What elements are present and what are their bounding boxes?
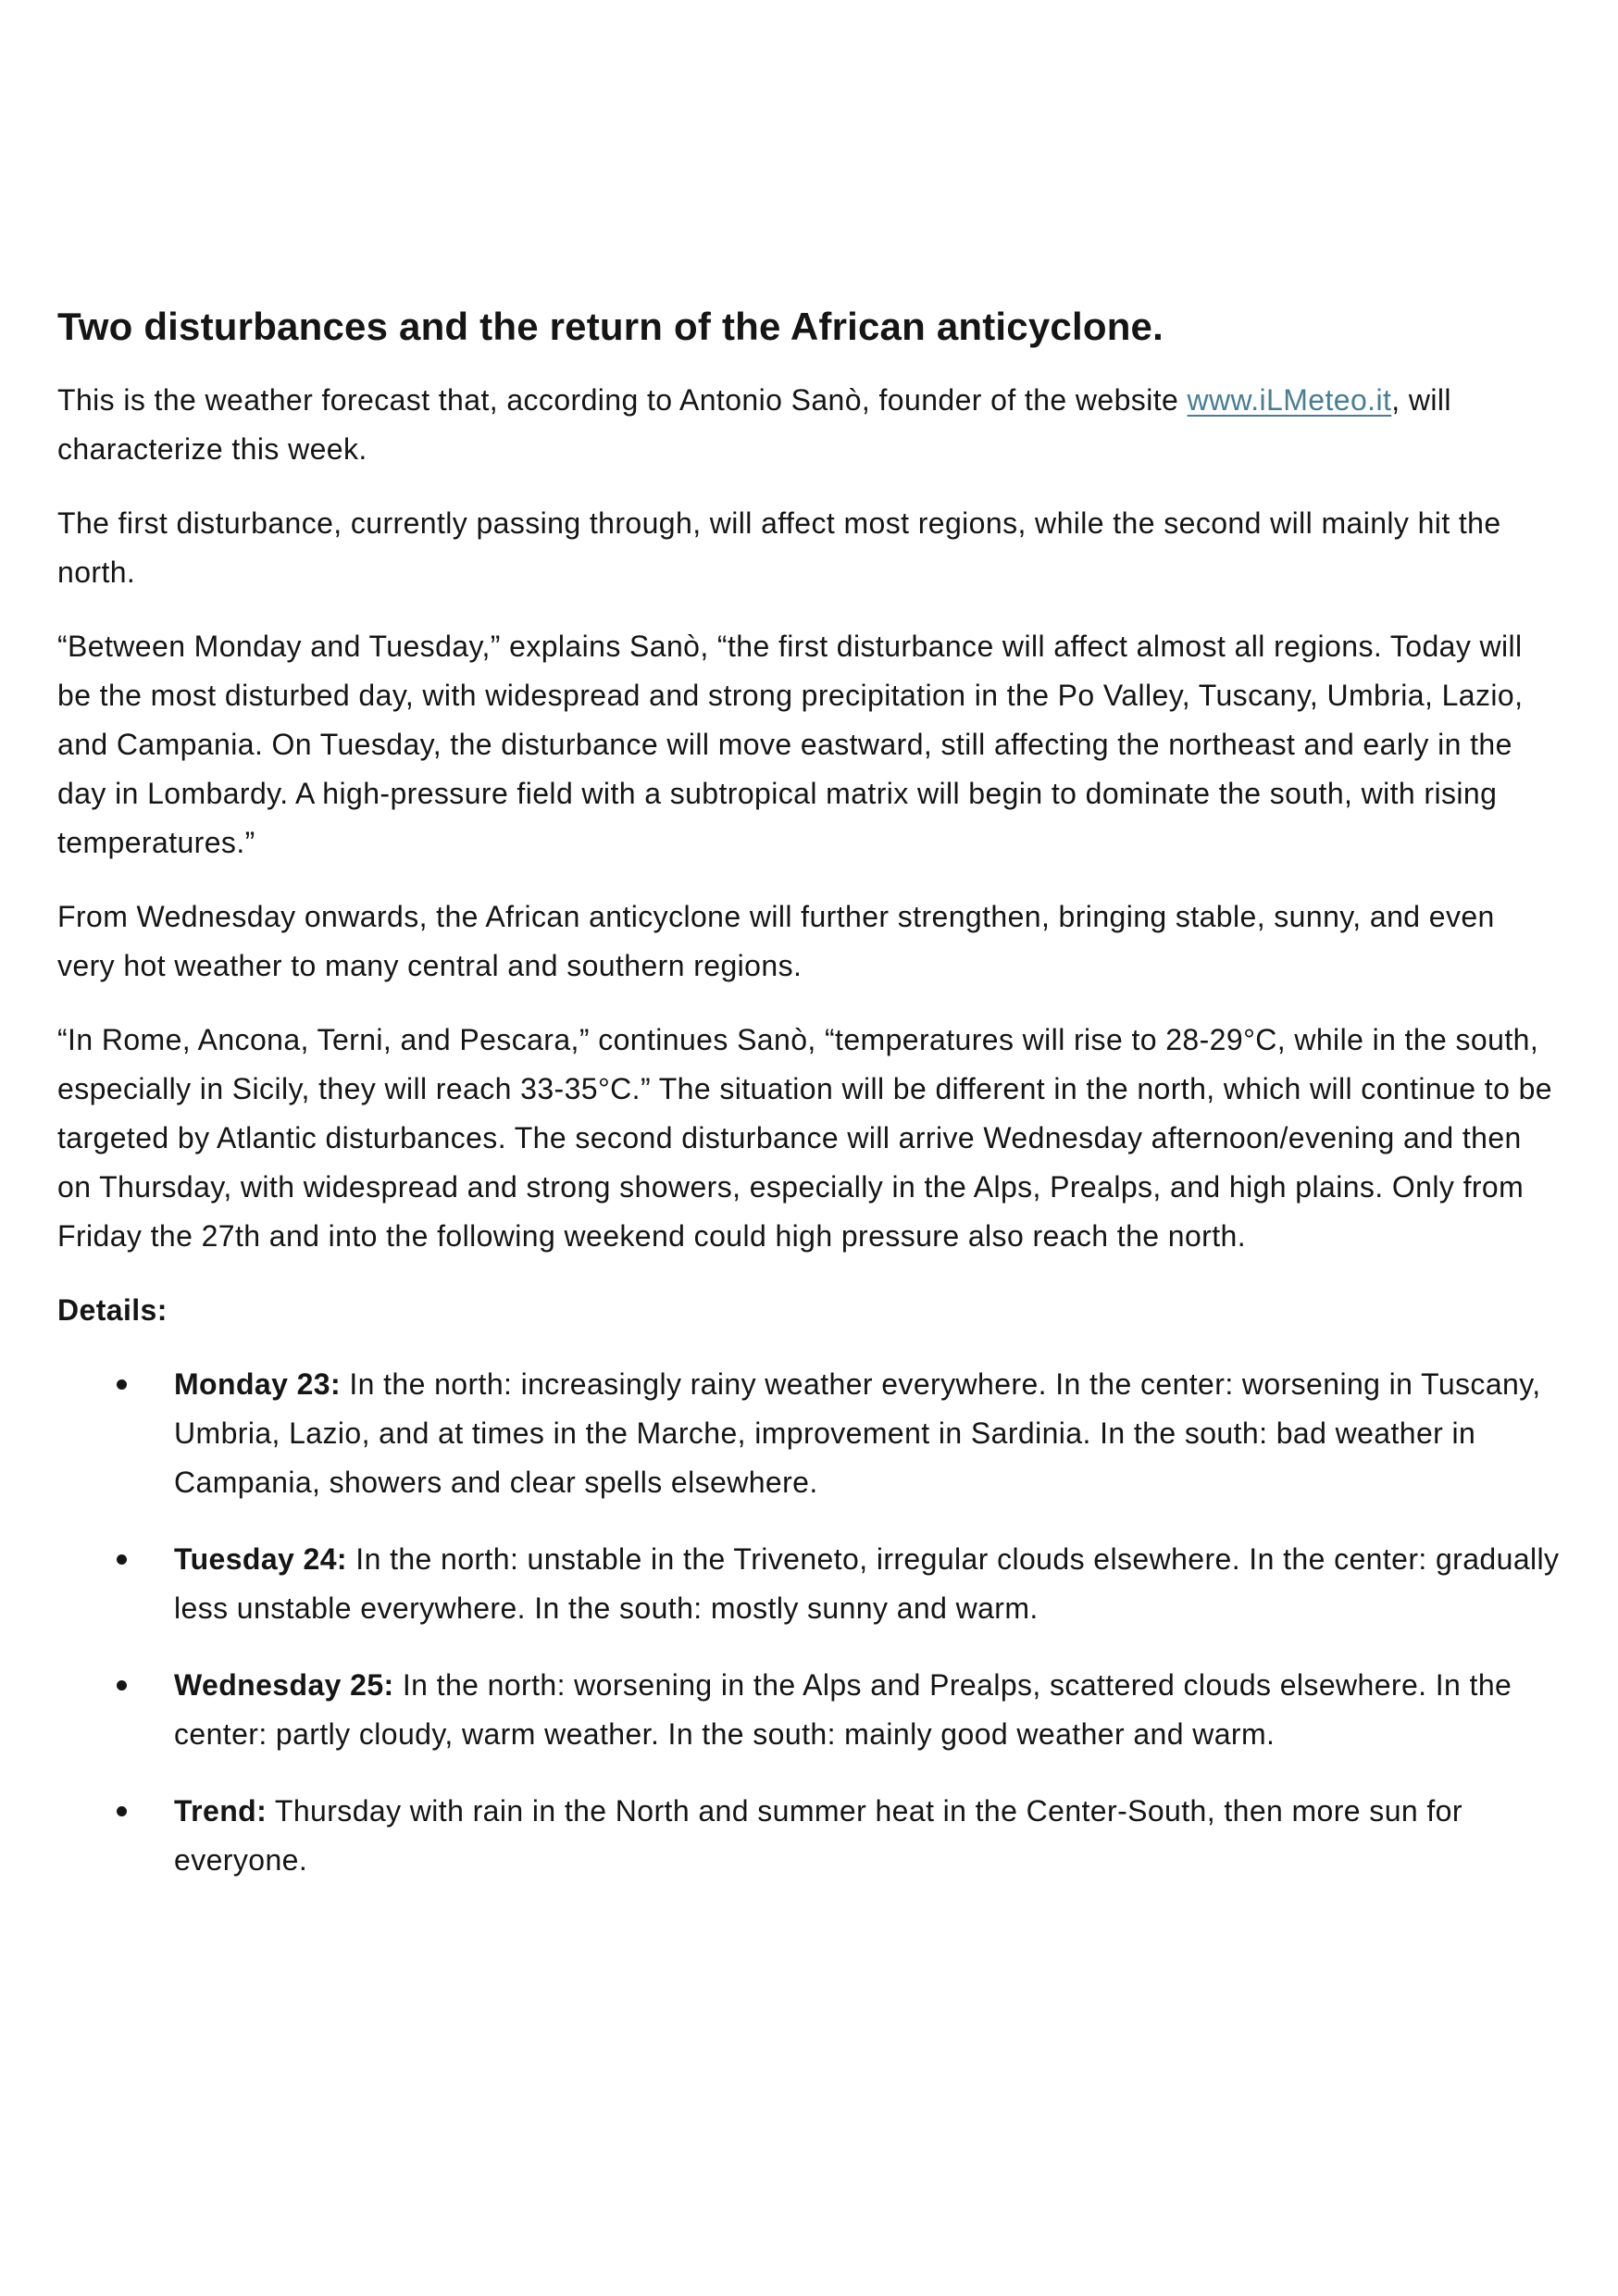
bullet-icon	[117, 1379, 127, 1390]
paragraph-temperatures-quote: “In Rome, Ancona, Terni, and Pescara,” continues Sanò, “temperatures will rise to 28-29°C, while in the south, especially in Sicily, they will reach 33-35°C.” The situation will be different in the north, which will continue to be targeted by Atlantic disturbances. The second disturbance will arrive Wednesday afternoon/evening and then on Thursday, with widespread and strong showers, especially in the Alps, Prealps, and high plains. Only from Friday the 27th and into the following weekend could high pressure also reach the north.	[57, 1023, 1552, 1253]
paragraph-monday-tuesday-quote: “Between Monday and Tuesday,” explains Sanò, “the first disturbance will affect almost all regions. Today will be the most disturbed day, with widespread and strong precipitation in the Po Valley, Tuscany, Umbria, Lazio, and Campania. On Tuesday, the disturbance will move eastward, still affecting the northeast and early in the day in Lombardy. A high-pressure field with a subtropical matrix will begin to dominate the south, with rising temperatures.”	[57, 630, 1524, 859]
intro-text-after-link: , will characterize this week.	[57, 383, 1451, 466]
list-item-wednesday-title: Wednesday 25:	[174, 1668, 394, 1702]
list-item-tuesday-body: In the north: unstable in the Triveneto, irregular clouds elsewhere. In the center: gradually less unstable everywhere. In the south: mostly sunny and warm.	[174, 1542, 1560, 1625]
list-item-tuesday-title: Tuesday 24:	[174, 1542, 347, 1576]
ilmeteo-website-link[interactable]: www.iLMeteo.it	[1187, 383, 1392, 417]
paragraph-wednesday-anticyclone: From Wednesday onwards, the African anticyclone will further strengthen, bringing stable, sunny, and even very hot weather to many central and southern regions.	[57, 900, 1495, 982]
page-title: Two disturbances and the return of the African anticyclone.	[57, 305, 1164, 348]
list-item-monday-body: In the north: increasingly rainy weather everywhere. In the center: worsening in Tuscany, Umbria, Lazio, and at times in the Marche, improvement in Sardinia. In the south: bad weather in Campania, showers and clear spells elsewhere.	[174, 1367, 1541, 1499]
list-item-monday	[57, 1360, 1561, 1507]
intro-text-before-link: This is the weather forecast that, according to Antonio Sanò, founder of the website	[57, 383, 1188, 417]
intro-paragraph	[57, 376, 1561, 474]
paragraph-two-disturbances: The first disturbance, currently passing through, will affect most regions, while the second will mainly hit the north.	[57, 506, 1501, 589]
details-list	[57, 1360, 1561, 1885]
bullet-icon	[117, 1554, 127, 1565]
list-item-trend	[57, 1787, 1561, 1885]
list-item-wednesday	[57, 1661, 1561, 1759]
bullet-icon	[117, 1806, 127, 1816]
list-item-trend-title: Trend:	[174, 1794, 268, 1828]
list-item-monday-title: Monday 23:	[174, 1367, 342, 1401]
list-item-wednesday-body: In the north: worsening in the Alps and Prealps, scattered clouds elsewhere. In the center: partly cloudy, warm weather. In the south: mainly good weather and warm.	[174, 1668, 1512, 1751]
bullet-icon	[117, 1680, 127, 1691]
details-heading: Details:	[57, 1293, 168, 1327]
list-item-trend-body: Thursday with rain in the North and summer heat in the Center-South, then more sun for everyone.	[174, 1794, 1462, 1877]
list-item-tuesday	[57, 1535, 1561, 1633]
